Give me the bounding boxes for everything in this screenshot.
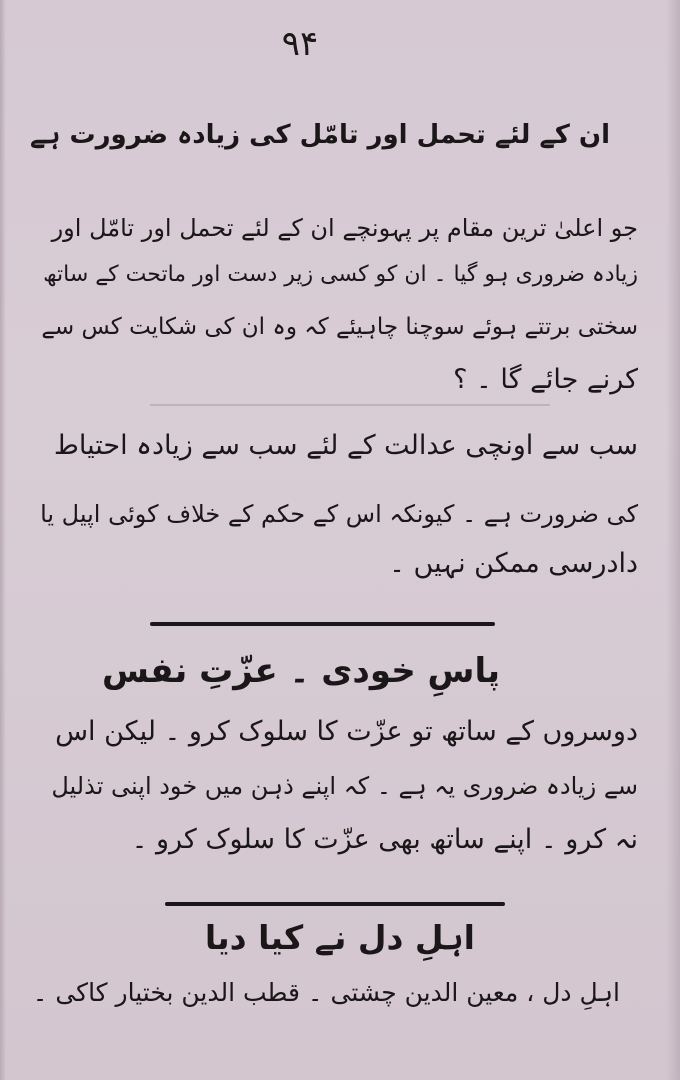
section-2-title: پاسِ خودی ۔ عزّتِ نفس [102,651,500,691]
para1-line-1: جو اعلیٰ ترین مقام پر پہونچے ان کے لئے تحمل اور تامّل اور [51,214,638,242]
section2-line-2: سے زیادہ ضروری یہ ہے ۔ کہ اپنے ذہن میں خود اپنی تذلیل [51,772,638,800]
para1-line-2: زیادہ ضروری ہو گیا ۔ ان کو کسی زیر دست اور ماتحت کے ساتھ [43,262,638,287]
para1-line-4: کرنے جائے گا ۔ ؟ [453,364,638,395]
faint-divider [150,404,550,406]
para1-line-3: سختی برتتے ہوئے سوچنا چاہیئے کہ وہ ان کی شکایت کس سے [41,314,638,340]
section-divider-1 [150,622,495,626]
para2-line-3: دادرسی ممکن نہیں ۔ [389,548,638,579]
page-number: ۹۴ [281,24,319,64]
section3-line-1: اہلِ دل ، معین الدین چشتی ۔ قطب الدین بختیار کاکی ۔ [32,978,620,1007]
para2-line-2: کی ضرورت ہے ۔ کیونکہ اس کے حکم کے خلاف کوئی اپیل یا [40,500,638,528]
section-divider-2 [165,902,505,906]
section-3-title: اہلِ دل نے کیا دیا [204,918,475,957]
page-edge-left [0,0,6,1080]
page-edge-right [666,0,680,1080]
section2-line-3: نہ کرو ۔ اپنے ساتھ بھی عزّت کا سلوک کرو ۔ [131,824,638,855]
section2-line-1: دوسروں کے ساتھ تو عزّت کا سلوک کرو ۔ لیکن اس [55,716,638,747]
section-1-title: ان کے لئے تحمل اور تامّل کی زیادہ ضرورت ہے [29,120,610,150]
para2-line-1: سب سے اونچی عدالت کے لئے سب سے زیادہ احتیاط [53,430,638,461]
